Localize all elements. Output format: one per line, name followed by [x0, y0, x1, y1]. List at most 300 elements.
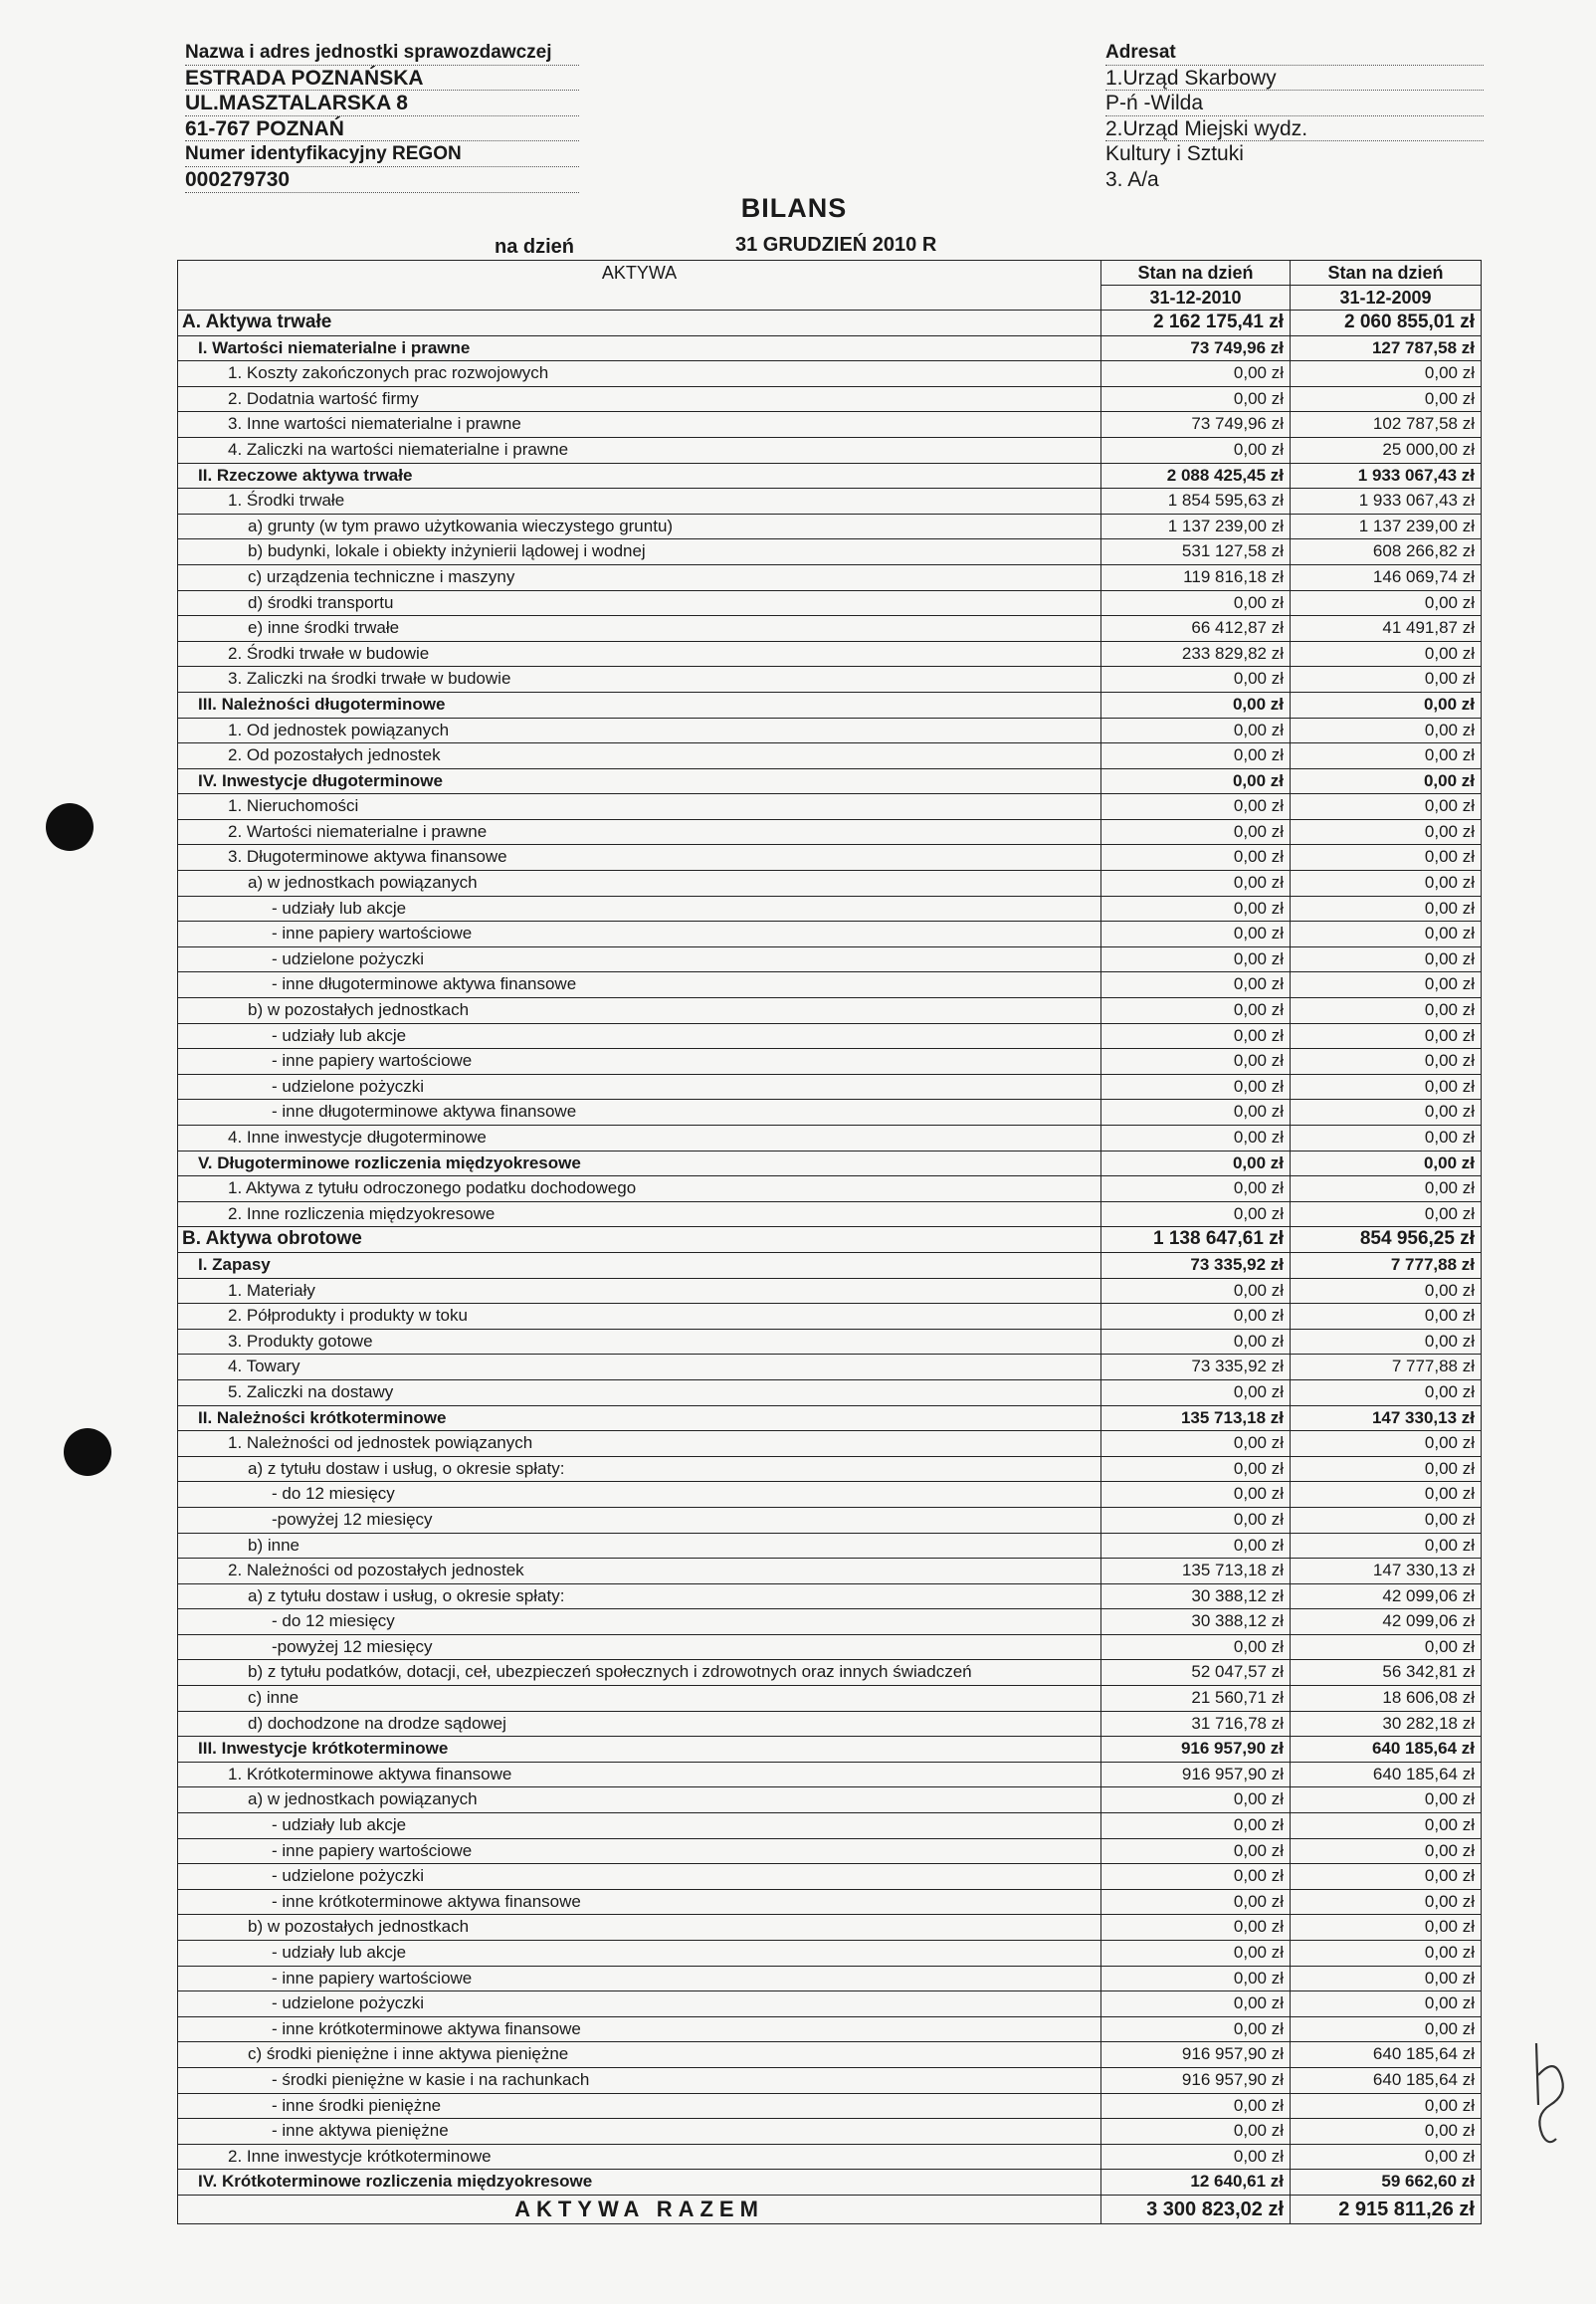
value-2009: 0,00 zł — [1291, 1533, 1482, 1559]
balance-table-body — [178, 261, 1482, 2224]
row-label: - inne papiery wartościowe — [178, 1049, 1101, 1075]
value-2009: 0,00 zł — [1291, 1074, 1482, 1100]
value-2010: 0,00 zł — [1101, 1431, 1291, 1457]
row-label: 2. Wartości niematerialne i prawne — [178, 819, 1101, 845]
table-row — [178, 641, 1482, 667]
value-2009: 102 787,58 zł — [1291, 412, 1482, 438]
value-2010: 0,00 zł — [1101, 1456, 1291, 1482]
value-2009: 640 185,64 zł — [1291, 2067, 1482, 2093]
value-2010: 73 335,92 zł — [1101, 1355, 1291, 1380]
value-2010: 0,00 zł — [1101, 1176, 1291, 1202]
punch-hole-top — [46, 803, 94, 851]
value-2009: 0,00 zł — [1291, 896, 1482, 922]
row-label: 1. Środki trwałe — [178, 489, 1101, 515]
value-2009: 147 330,13 zł — [1291, 1559, 1482, 1584]
value-2010: 119 816,18 zł — [1101, 564, 1291, 590]
value-2010: 0,00 zł — [1101, 2144, 1291, 2170]
table-row — [178, 437, 1482, 463]
table-row — [178, 946, 1482, 972]
table-row — [178, 1941, 1482, 1967]
value-2009: 147 330,13 zł — [1291, 1405, 1482, 1431]
sender-city: 61-767 POZNAŃ — [185, 116, 579, 142]
table-row — [178, 1379, 1482, 1405]
table-row — [178, 972, 1482, 998]
value-2009: 0,00 zł — [1291, 590, 1482, 616]
value-2010: 0,00 zł — [1101, 1889, 1291, 1915]
value-2009: 0,00 zł — [1291, 1915, 1482, 1941]
value-2009: 0,00 zł — [1291, 1278, 1482, 1304]
sender-street: UL.MASZTALARSKA 8 — [185, 91, 579, 116]
row-label: d) środki transportu — [178, 590, 1101, 616]
row-label: 3. Zaliczki na środki trwałe w budowie — [178, 667, 1101, 693]
value-2010: 73 749,96 zł — [1101, 335, 1291, 361]
value-2009: 0,00 zł — [1291, 1813, 1482, 1839]
value-2009: 608 266,82 zł — [1291, 539, 1482, 565]
value-2010: 73 335,92 zł — [1101, 1252, 1291, 1278]
value-2009: 56 342,81 zł — [1291, 1660, 1482, 1686]
value-2010: 0,00 zł — [1101, 1838, 1291, 1864]
value-2009: 0,00 zł — [1291, 768, 1482, 794]
value-2010: 31 716,78 zł — [1101, 1711, 1291, 1737]
value-2010: 0,00 zł — [1101, 743, 1291, 769]
table-row — [178, 616, 1482, 642]
table-row — [178, 539, 1482, 565]
row-label: - udziały lub akcje — [178, 1941, 1101, 1967]
row-label: - środki pieniężne w kasie i na rachunkach — [178, 2067, 1101, 2093]
row-label: a) grunty (w tym prawo użytkowania wieczystego gruntu) — [178, 514, 1101, 539]
row-label: - udziały lub akcje — [178, 1813, 1101, 1839]
value-2009: 0,00 zł — [1291, 1889, 1482, 1915]
table-row — [178, 1252, 1482, 1278]
table-row — [178, 1915, 1482, 1941]
value-2010: 0,00 zł — [1101, 1126, 1291, 1152]
table-row — [178, 2093, 1482, 2119]
row-label: - udziały lub akcje — [178, 896, 1101, 922]
regon-label: Numer identyfikacyjny REGON — [185, 141, 579, 167]
row-label: 2. Dodatnia wartość firmy — [178, 386, 1101, 412]
value-2009: 0,00 zł — [1291, 386, 1482, 412]
table-row — [178, 2119, 1482, 2145]
row-label: c) inne — [178, 1686, 1101, 1712]
row-label: I. Zapasy — [178, 1252, 1101, 1278]
row-label: - inne aktywa pieniężne — [178, 2119, 1101, 2145]
row-label: B. Aktywa obrotowe — [178, 1227, 1101, 1253]
table-row — [178, 1278, 1482, 1304]
table-row — [178, 412, 1482, 438]
value-2009: 0,00 zł — [1291, 2119, 1482, 2145]
table-row — [178, 489, 1482, 515]
value-2009: 0,00 zł — [1291, 1966, 1482, 1991]
value-2010: 0,00 zł — [1101, 871, 1291, 897]
value-2009: 0,00 zł — [1291, 667, 1482, 693]
value-2009: 640 185,64 zł — [1291, 1762, 1482, 1787]
table-row — [178, 1431, 1482, 1457]
value-2010: 1 137 239,00 zł — [1101, 514, 1291, 539]
row-label: -powyżej 12 miesięcy — [178, 1507, 1101, 1533]
table-row — [178, 768, 1482, 794]
row-label: 2. Inne inwestycje krótkoterminowe — [178, 2144, 1101, 2170]
date-label: na dzień — [495, 236, 575, 258]
table-row — [178, 2170, 1482, 2196]
table-row — [178, 1074, 1482, 1100]
value-2010: 21 560,71 zł — [1101, 1686, 1291, 1712]
value-2010: 2 088 425,45 zł — [1101, 463, 1291, 489]
value-2009: 0,00 zł — [1291, 361, 1482, 387]
value-2010: 73 749,96 zł — [1101, 412, 1291, 438]
value-2009: 0,00 zł — [1291, 998, 1482, 1024]
value-2009: 2 915 811,26 zł — [1291, 2195, 1482, 2223]
row-label: 4. Towary — [178, 1355, 1101, 1380]
value-2010: 12 640,61 zł — [1101, 2170, 1291, 2196]
table-row — [178, 1100, 1482, 1126]
table-row — [178, 2042, 1482, 2068]
value-2009: 0,00 zł — [1291, 2093, 1482, 2119]
sender-label: Nazwa i adres jednostki sprawozdawczej — [185, 40, 579, 66]
table-row — [178, 463, 1482, 489]
value-2009: 0,00 zł — [1291, 743, 1482, 769]
value-2009: 7 777,88 zł — [1291, 1252, 1482, 1278]
table-row — [178, 1711, 1482, 1737]
sender-name: ESTRADA POZNAŃSKA — [185, 66, 579, 92]
value-2010: 233 829,82 zł — [1101, 641, 1291, 667]
table-row — [178, 1126, 1482, 1152]
row-label: a) z tytułu dostaw i usług, o okresie spłaty: — [178, 1456, 1101, 1482]
row-label: b) w pozostałych jednostkach — [178, 1915, 1101, 1941]
value-2009: 30 282,18 zł — [1291, 1711, 1482, 1737]
row-label: b) budynki, lokale i obiekty inżynierii lądowej i wodnej — [178, 539, 1101, 565]
value-2009: 1 933 067,43 zł — [1291, 463, 1482, 489]
row-label: 1. Koszty zakończonych prac rozwojowych — [178, 361, 1101, 387]
value-2010: 0,00 zł — [1101, 768, 1291, 794]
table-row — [178, 1762, 1482, 1787]
value-2010: 0,00 zł — [1101, 1151, 1291, 1176]
table-row — [178, 1686, 1482, 1712]
table-row — [178, 514, 1482, 539]
value-2010: 0,00 zł — [1101, 1941, 1291, 1967]
value-2009: 0,00 zł — [1291, 2016, 1482, 2042]
value-2009: 59 662,60 zł — [1291, 2170, 1482, 2196]
value-2009: 0,00 zł — [1291, 794, 1482, 820]
value-2010: 531 127,58 zł — [1101, 539, 1291, 565]
value-2009: 0,00 zł — [1291, 871, 1482, 897]
table-row — [178, 335, 1482, 361]
row-label: - inne długoterminowe aktywa finansowe — [178, 972, 1101, 998]
value-2009: 0,00 zł — [1291, 692, 1482, 718]
value-2009: 0,00 zł — [1291, 1100, 1482, 1126]
table-row — [178, 922, 1482, 947]
value-2009: 146 069,74 zł — [1291, 564, 1482, 590]
value-2010: 0,00 zł — [1101, 946, 1291, 972]
row-label: - inne krótkoterminowe aktywa finansowe — [178, 2016, 1101, 2042]
table-row — [178, 1507, 1482, 1533]
row-label: 1. Od jednostek powiązanych — [178, 718, 1101, 743]
table-row — [178, 361, 1482, 387]
table-row — [178, 718, 1482, 743]
value-2010: 0,00 zł — [1101, 972, 1291, 998]
table-row — [178, 590, 1482, 616]
value-2009: 42 099,06 zł — [1291, 1583, 1482, 1609]
row-label: 1. Krótkoterminowe aktywa finansowe — [178, 1762, 1101, 1787]
value-2010: 0,00 zł — [1101, 590, 1291, 616]
value-2010: 0,00 zł — [1101, 1304, 1291, 1330]
row-label: II. Należności krótkoterminowe — [178, 1405, 1101, 1431]
value-2009: 0,00 zł — [1291, 718, 1482, 743]
row-label: - inne papiery wartościowe — [178, 1838, 1101, 1864]
value-2010: 0,00 zł — [1101, 845, 1291, 871]
table-row — [178, 1991, 1482, 2017]
row-label: b) w pozostałych jednostkach — [178, 998, 1101, 1024]
value-2009: 41 491,87 zł — [1291, 616, 1482, 642]
value-2009: 0,00 zł — [1291, 845, 1482, 871]
row-label: IV. Inwestycje długoterminowe — [178, 768, 1101, 794]
value-2009: 7 777,88 zł — [1291, 1355, 1482, 1380]
row-label: 2. Półprodukty i produkty w toku — [178, 1304, 1101, 1330]
value-2009: 0,00 zł — [1291, 922, 1482, 947]
value-2009: 0,00 zł — [1291, 1507, 1482, 1533]
row-label: 2. Inne rozliczenia międzyokresowe — [178, 1201, 1101, 1227]
row-label: c) środki pieniężne i inne aktywa pieniężne — [178, 2042, 1101, 2068]
table-header-row — [178, 261, 1482, 286]
table-row — [178, 1583, 1482, 1609]
addressee-line-4: Kultury i Sztuki — [1105, 142, 1244, 166]
table-row — [178, 1889, 1482, 1915]
value-2010: 0,00 zł — [1101, 1813, 1291, 1839]
value-2010: 66 412,87 zł — [1101, 616, 1291, 642]
table-row — [178, 1201, 1482, 1227]
value-2010: 0,00 zł — [1101, 922, 1291, 947]
row-label: - inne papiery wartościowe — [178, 922, 1101, 947]
row-label: 3. Długoterminowe aktywa finansowe — [178, 845, 1101, 871]
balance-table — [177, 260, 1482, 2224]
value-2010: 0,00 zł — [1101, 1991, 1291, 2017]
value-2010: 0,00 zł — [1101, 1634, 1291, 1660]
value-2010: 0,00 zł — [1101, 1915, 1291, 1941]
value-2009: 2 060 855,01 zł — [1291, 311, 1482, 336]
value-2009: 42 099,06 zł — [1291, 1609, 1482, 1635]
value-2010: 0,00 zł — [1101, 361, 1291, 387]
row-label: III. Należności długoterminowe — [178, 692, 1101, 718]
addressee-line-1: 1.Urząd Skarbowy — [1105, 66, 1484, 92]
addressee-line-2: P-ń -Wilda — [1105, 91, 1484, 116]
value-2010: 0,00 zł — [1101, 2093, 1291, 2119]
row-label: AKTYWA RAZEM — [178, 2195, 1101, 2223]
punch-hole-bottom — [64, 1428, 111, 1476]
value-2009: 25 000,00 zł — [1291, 437, 1482, 463]
value-2009: 0,00 zł — [1291, 1864, 1482, 1890]
value-2010: 0,00 zł — [1101, 1278, 1291, 1304]
value-2009: 0,00 zł — [1291, 1634, 1482, 1660]
value-2009: 0,00 zł — [1291, 1304, 1482, 1330]
value-2010: 135 713,18 zł — [1101, 1405, 1291, 1431]
value-2010: 0,00 zł — [1101, 718, 1291, 743]
table-row — [178, 564, 1482, 590]
table-row — [178, 1559, 1482, 1584]
row-label: - inne papiery wartościowe — [178, 1966, 1101, 1991]
value-2010: 0,00 zł — [1101, 1787, 1291, 1813]
table-row — [178, 1151, 1482, 1176]
column-header-2009-label: Stan na dzień — [1291, 261, 1482, 286]
row-label: III. Inwestycje krótkoterminowe — [178, 1737, 1101, 1763]
value-2009: 0,00 zł — [1291, 1176, 1482, 1202]
addressee-line-5: 3. A/a — [1105, 167, 1159, 191]
row-label: e) inne środki trwałe — [178, 616, 1101, 642]
value-2010: 0,00 zł — [1101, 2016, 1291, 2042]
row-label: 1. Nieruchomości — [178, 794, 1101, 820]
row-label: - inne krótkoterminowe aktywa finansowe — [178, 1889, 1101, 1915]
table-row — [178, 998, 1482, 1024]
row-label: 4. Inne inwestycje długoterminowe — [178, 1126, 1101, 1152]
table-row — [178, 871, 1482, 897]
table-row — [178, 2067, 1482, 2093]
table-row — [178, 667, 1482, 693]
column-header-2009-date: 31-12-2009 — [1291, 286, 1482, 311]
row-label: 2. Od pozostałych jednostek — [178, 743, 1101, 769]
value-2010: 0,00 zł — [1101, 1201, 1291, 1227]
row-label: a) w jednostkach powiązanych — [178, 1787, 1101, 1813]
value-2010: 0,00 zł — [1101, 1864, 1291, 1890]
table-row — [178, 1456, 1482, 1482]
table-row — [178, 1864, 1482, 1890]
table-row — [178, 311, 1482, 336]
value-2010: 916 957,90 zł — [1101, 1737, 1291, 1763]
row-label: 2. Środki trwałe w budowie — [178, 641, 1101, 667]
value-2010: 916 957,90 zł — [1101, 2042, 1291, 2068]
row-label: II. Rzeczowe aktywa trwałe — [178, 463, 1101, 489]
row-label: b) z tytułu podatków, dotacji, ceł, ubezpieczeń społecznych i zdrowotnych oraz innych świadczeń — [178, 1660, 1101, 1686]
value-2010: 0,00 zł — [1101, 1482, 1291, 1508]
table-row — [178, 1049, 1482, 1075]
table-row — [178, 1482, 1482, 1508]
table-row — [178, 1355, 1482, 1380]
value-2009: 0,00 zł — [1291, 1838, 1482, 1864]
value-2010: 0,00 zł — [1101, 2119, 1291, 2145]
value-2009: 0,00 zł — [1291, 1379, 1482, 1405]
value-2009: 854 956,25 zł — [1291, 1227, 1482, 1253]
value-2010: 0,00 zł — [1101, 1379, 1291, 1405]
value-2010: 0,00 zł — [1101, 1100, 1291, 1126]
value-2010: 0,00 zł — [1101, 998, 1291, 1024]
row-label: a) z tytułu dostaw i usług, o okresie spłaty: — [178, 1583, 1101, 1609]
value-2010: 0,00 zł — [1101, 437, 1291, 463]
value-2010: 916 957,90 zł — [1101, 2067, 1291, 2093]
total-row — [178, 2195, 1482, 2223]
value-2009: 0,00 zł — [1291, 1049, 1482, 1075]
table-row — [178, 1304, 1482, 1330]
row-label: - inne środki pieniężne — [178, 2093, 1101, 2119]
row-label: - do 12 miesięcy — [178, 1482, 1101, 1508]
row-label: a) w jednostkach powiązanych — [178, 871, 1101, 897]
table-row — [178, 794, 1482, 820]
addressee-line-3: 2.Urząd Miejski wydz. — [1105, 116, 1484, 142]
value-2010: 0,00 zł — [1101, 1966, 1291, 1991]
table-row — [178, 1176, 1482, 1202]
row-label: IV. Krótkoterminowe rozliczenia międzyokresowe — [178, 2170, 1101, 2196]
table-row — [178, 1023, 1482, 1049]
value-2009: 0,00 zł — [1291, 1456, 1482, 1482]
value-2010: 0,00 zł — [1101, 1329, 1291, 1355]
value-2010: 0,00 zł — [1101, 819, 1291, 845]
value-2010: 916 957,90 zł — [1101, 1762, 1291, 1787]
row-label: V. Długoterminowe rozliczenia międzyokresowe — [178, 1151, 1101, 1176]
row-label: c) urządzenia techniczne i maszyny — [178, 564, 1101, 590]
table-row — [178, 896, 1482, 922]
value-2010: 0,00 zł — [1101, 692, 1291, 718]
row-label: - udzielone pożyczki — [178, 1074, 1101, 1100]
value-2009: 0,00 zł — [1291, 1941, 1482, 1967]
table-row — [178, 1533, 1482, 1559]
table-row — [178, 1405, 1482, 1431]
row-label: - udziały lub akcje — [178, 1023, 1101, 1049]
table-row — [178, 2016, 1482, 2042]
table-row — [178, 743, 1482, 769]
value-2009: 0,00 zł — [1291, 1431, 1482, 1457]
value-2010: 1 138 647,61 zł — [1101, 1227, 1291, 1253]
value-2010: 0,00 zł — [1101, 1023, 1291, 1049]
row-label: 1. Materiały — [178, 1278, 1101, 1304]
table-row — [178, 1329, 1482, 1355]
table-row — [178, 1787, 1482, 1813]
value-2009: 1 137 239,00 zł — [1291, 514, 1482, 539]
row-label: 1. Należności od jednostek powiązanych — [178, 1431, 1101, 1457]
column-header-2010-date: 31-12-2010 — [1101, 286, 1291, 311]
row-label: I. Wartości niematerialne i prawne — [178, 335, 1101, 361]
table-row — [178, 845, 1482, 871]
row-label: - udzielone pożyczki — [178, 1991, 1101, 2017]
table-row — [178, 2144, 1482, 2170]
table-row — [178, 1660, 1482, 1686]
value-2009: 0,00 zł — [1291, 819, 1482, 845]
value-2010: 0,00 zł — [1101, 1507, 1291, 1533]
page-title-text: BILANS — [740, 193, 848, 223]
page-title — [0, 193, 1596, 224]
row-label: 5. Zaliczki na dostawy — [178, 1379, 1101, 1405]
value-2010: 2 162 175,41 zł — [1101, 311, 1291, 336]
row-label: - do 12 miesięcy — [178, 1609, 1101, 1635]
value-2009: 0,00 zł — [1291, 1482, 1482, 1508]
date-value: 31 GRUDZIEŃ 2010 R — [735, 234, 937, 256]
value-2010: 0,00 zł — [1101, 1049, 1291, 1075]
table-row — [178, 1838, 1482, 1864]
value-2009: 0,00 zł — [1291, 1126, 1482, 1152]
column-header-aktywa: AKTYWA — [178, 261, 1101, 311]
value-2009: 0,00 zł — [1291, 1201, 1482, 1227]
value-2010: 0,00 zł — [1101, 386, 1291, 412]
value-2009: 0,00 zł — [1291, 641, 1482, 667]
row-label: 1. Aktywa z tytułu odroczonego podatku dochodowego — [178, 1176, 1101, 1202]
table-row — [178, 386, 1482, 412]
value-2010: 3 300 823,02 zł — [1101, 2195, 1291, 2223]
addressee-label: Adresat — [1105, 40, 1484, 66]
value-2009: 0,00 zł — [1291, 2144, 1482, 2170]
table-row — [178, 819, 1482, 845]
value-2010: 0,00 zł — [1101, 667, 1291, 693]
signature-initial — [1526, 2035, 1576, 2155]
table-row — [178, 1227, 1482, 1253]
column-header-2010-label: Stan na dzień — [1101, 261, 1291, 286]
table-row — [178, 692, 1482, 718]
row-label: - udzielone pożyczki — [178, 1864, 1101, 1890]
value-2010: 0,00 zł — [1101, 896, 1291, 922]
table-row — [178, 1609, 1482, 1635]
row-label: - inne długoterminowe aktywa finansowe — [178, 1100, 1101, 1126]
value-2009: 18 606,08 zł — [1291, 1686, 1482, 1712]
value-2010: 0,00 zł — [1101, 1533, 1291, 1559]
value-2010: 135 713,18 zł — [1101, 1559, 1291, 1584]
table-row — [178, 1813, 1482, 1839]
row-label: 2. Należności od pozostałych jednostek — [178, 1559, 1101, 1584]
value-2009: 127 787,58 zł — [1291, 335, 1482, 361]
table-row — [178, 1737, 1482, 1763]
